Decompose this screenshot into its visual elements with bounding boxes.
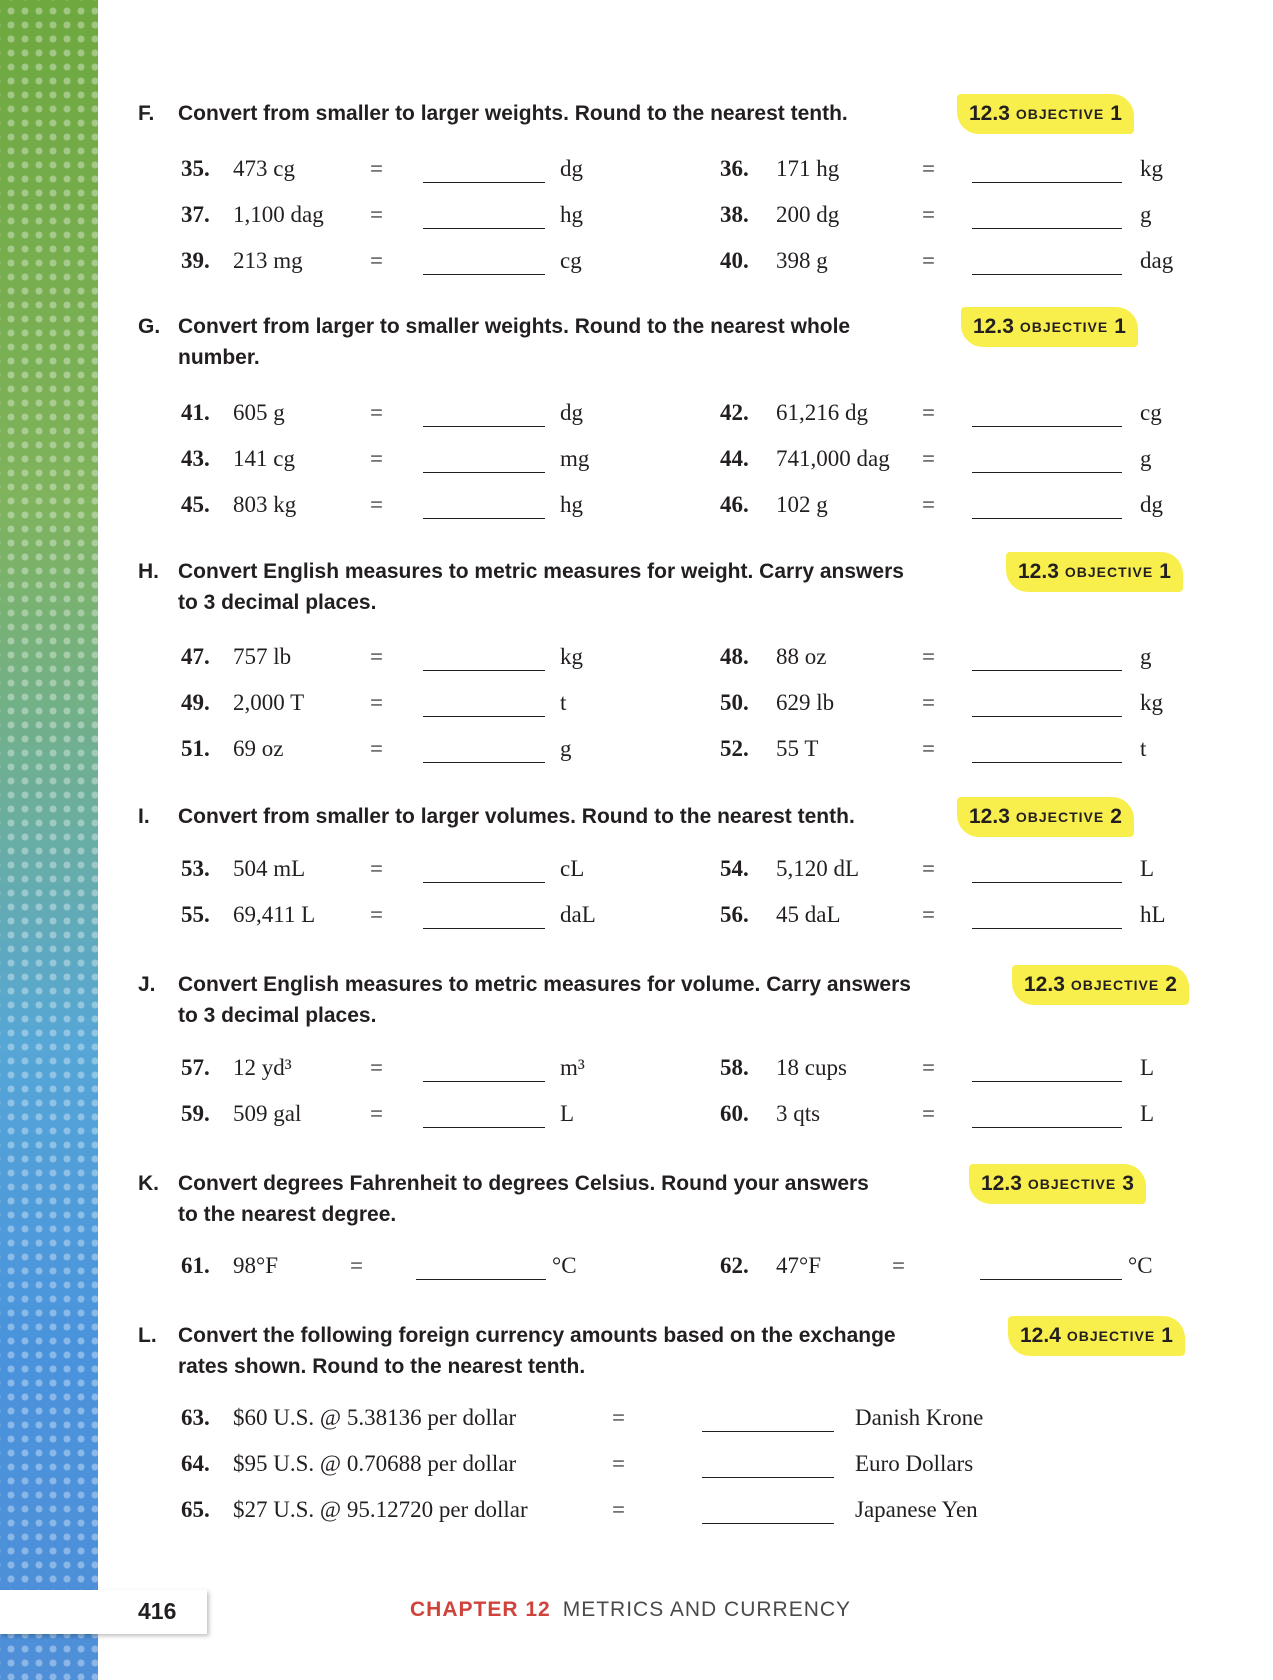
problem-64: 64. bbox=[181, 1451, 210, 1476]
problem-value: 509 gal bbox=[233, 1101, 302, 1126]
problem-50: 50. bbox=[720, 690, 749, 715]
problem-40: 40. bbox=[720, 248, 749, 273]
problem-value: 1,100 dag bbox=[233, 202, 324, 227]
section-letter: H. bbox=[138, 560, 159, 583]
answer-blank[interactable] bbox=[423, 228, 545, 229]
chapter-title: METRICS AND CURRENCY bbox=[562, 1598, 852, 1621]
problem-value: 45 daL bbox=[776, 902, 841, 927]
equals-sign: = bbox=[370, 492, 383, 517]
answer-blank[interactable] bbox=[972, 182, 1122, 183]
answer-blank[interactable] bbox=[980, 1279, 1122, 1280]
unit-label: cL bbox=[560, 856, 585, 881]
unit-label: hg bbox=[560, 202, 583, 227]
problem-value: 200 dg bbox=[776, 202, 840, 227]
unit-label: g bbox=[560, 736, 572, 761]
equals-sign: = bbox=[612, 1451, 625, 1476]
problem-58: 58. bbox=[720, 1055, 749, 1080]
problem-value: 213 mg bbox=[233, 248, 303, 273]
objective-badge: 12.3 OBJECTIVE 2 bbox=[1012, 965, 1189, 1005]
problem-value: 629 lb bbox=[776, 690, 835, 715]
answer-blank[interactable] bbox=[702, 1477, 834, 1478]
unit-label: g bbox=[1140, 644, 1152, 669]
problem-value: 803 kg bbox=[233, 492, 297, 517]
decorative-sidebar bbox=[0, 0, 98, 1680]
section-instruction-line2: to the nearest degree. bbox=[178, 1203, 397, 1226]
equals-sign: = bbox=[370, 1101, 383, 1126]
equals-sign: = bbox=[350, 1253, 363, 1278]
problem-value: 473 cg bbox=[233, 156, 295, 181]
equals-sign: = bbox=[922, 446, 935, 471]
equals-sign: = bbox=[370, 1055, 383, 1080]
unit-label: dg bbox=[560, 400, 583, 425]
answer-blank[interactable] bbox=[972, 716, 1122, 717]
problem-value: 398 g bbox=[776, 248, 828, 273]
answer-blank[interactable] bbox=[423, 882, 545, 883]
answer-blank[interactable] bbox=[423, 426, 545, 427]
section-instruction: Convert from smaller to larger volumes. Round to the nearest tenth. bbox=[178, 805, 855, 828]
answer-blank[interactable] bbox=[423, 1081, 545, 1082]
problem-60: 60. bbox=[720, 1101, 749, 1126]
problem-value: 171 hg bbox=[776, 156, 840, 181]
equals-sign: = bbox=[370, 156, 383, 181]
objective-badge: 12.3 OBJECTIVE 3 bbox=[969, 1164, 1146, 1204]
answer-blank[interactable] bbox=[423, 670, 545, 671]
problem-value: 141 cg bbox=[233, 446, 295, 471]
objective-badge: 12.3 OBJECTIVE 1 bbox=[1006, 552, 1183, 592]
problem-54: 54. bbox=[720, 856, 749, 881]
problem-value: 3 qts bbox=[776, 1101, 821, 1126]
problem-45: 45. bbox=[181, 492, 210, 517]
section-instruction: Convert English measures to metric measures for weight. Carry answers bbox=[178, 560, 904, 583]
problem-55: 55. bbox=[181, 902, 210, 927]
unit-label: Euro Dollars bbox=[855, 1451, 974, 1476]
equals-sign: = bbox=[612, 1405, 625, 1430]
equals-sign: = bbox=[370, 248, 383, 273]
answer-blank[interactable] bbox=[972, 228, 1122, 229]
unit-label: L bbox=[1140, 1055, 1155, 1080]
equals-sign: = bbox=[922, 156, 935, 181]
objective-badge: 12.3 OBJECTIVE 1 bbox=[961, 307, 1138, 347]
answer-blank[interactable] bbox=[972, 472, 1122, 473]
problem-value: 47°F bbox=[776, 1253, 821, 1278]
problem-value: 741,000 dag bbox=[776, 446, 890, 471]
unit-label: Danish Krone bbox=[855, 1405, 984, 1430]
unit-label: g bbox=[1140, 202, 1152, 227]
section-instruction: Convert degrees Fahrenheit to degrees Celsius. Round your answers bbox=[178, 1172, 869, 1195]
chapter-label: CHAPTER 12 bbox=[410, 1598, 551, 1621]
objective-badge: 12.4 OBJECTIVE 1 bbox=[1008, 1316, 1185, 1356]
equals-sign: = bbox=[922, 856, 935, 881]
problem-36: 36. bbox=[720, 156, 749, 181]
chapter-footer bbox=[410, 1598, 851, 1622]
equals-sign: = bbox=[370, 644, 383, 669]
equals-sign: = bbox=[370, 690, 383, 715]
problem-value: 504 mL bbox=[233, 856, 306, 881]
equals-sign: = bbox=[922, 902, 935, 927]
section-letter: I. bbox=[138, 805, 150, 828]
page-number-tab bbox=[0, 1590, 207, 1634]
answer-blank[interactable] bbox=[423, 274, 545, 275]
answer-blank[interactable] bbox=[702, 1431, 834, 1432]
equals-sign: = bbox=[370, 856, 383, 881]
unit-label: mg bbox=[560, 446, 590, 471]
answer-blank[interactable] bbox=[972, 274, 1122, 275]
section-instruction: Convert English measures to metric measures for volume. Carry answers bbox=[178, 973, 911, 996]
problem-value: $60 U.S. @ 5.38136 per dollar bbox=[233, 1405, 517, 1430]
unit-label: kg bbox=[1140, 156, 1163, 181]
unit-label: Japanese Yen bbox=[855, 1497, 978, 1522]
answer-blank[interactable] bbox=[702, 1523, 834, 1524]
section-letter: L. bbox=[138, 1324, 157, 1347]
equals-sign: = bbox=[370, 202, 383, 227]
problem-63: 63. bbox=[181, 1405, 210, 1430]
problem-51: 51. bbox=[181, 736, 210, 761]
answer-blank[interactable] bbox=[972, 762, 1122, 763]
section-letter: F. bbox=[138, 102, 155, 125]
problem-38: 38. bbox=[720, 202, 749, 227]
equals-sign: = bbox=[922, 202, 935, 227]
problem-value: 12 yd³ bbox=[233, 1055, 292, 1080]
equals-sign: = bbox=[922, 1055, 935, 1080]
problem-57: 57. bbox=[181, 1055, 210, 1080]
problem-value: 18 cups bbox=[776, 1055, 847, 1080]
problem-47: 47. bbox=[181, 644, 210, 669]
equals-sign: = bbox=[922, 690, 935, 715]
answer-blank[interactable] bbox=[972, 1081, 1122, 1082]
section-letter: K. bbox=[138, 1172, 159, 1195]
answer-blank[interactable] bbox=[423, 716, 545, 717]
objective-badge: 12.3 OBJECTIVE 1 bbox=[957, 94, 1134, 134]
equals-sign: = bbox=[922, 492, 935, 517]
section-instruction-line2: number. bbox=[178, 346, 260, 369]
answer-blank[interactable] bbox=[972, 1127, 1122, 1128]
unit-label: t bbox=[560, 690, 567, 715]
unit-label: °C bbox=[552, 1253, 577, 1278]
unit-label: L bbox=[560, 1101, 575, 1126]
problem-59: 59. bbox=[181, 1101, 210, 1126]
problem-value: 5,120 dL bbox=[776, 856, 860, 881]
problem-46: 46. bbox=[720, 492, 749, 517]
answer-blank[interactable] bbox=[972, 518, 1122, 519]
problem-value: 2,000 T bbox=[233, 690, 305, 715]
equals-sign: = bbox=[922, 1101, 935, 1126]
equals-sign: = bbox=[370, 400, 383, 425]
answer-blank[interactable] bbox=[423, 762, 545, 763]
unit-label: g bbox=[1140, 446, 1152, 471]
problem-value: 757 lb bbox=[233, 644, 292, 669]
problem-37: 37. bbox=[181, 202, 210, 227]
equals-sign: = bbox=[922, 644, 935, 669]
problem-48: 48. bbox=[720, 644, 749, 669]
equals-sign: = bbox=[370, 902, 383, 927]
problem-value: 102 g bbox=[776, 492, 828, 517]
answer-blank[interactable] bbox=[972, 426, 1122, 427]
answer-blank[interactable] bbox=[423, 472, 545, 473]
unit-label: dg bbox=[560, 156, 583, 181]
unit-label: hg bbox=[560, 492, 583, 517]
equals-sign: = bbox=[892, 1253, 905, 1278]
problem-value: 69 oz bbox=[233, 736, 284, 761]
page-number: 416 bbox=[138, 1598, 177, 1624]
problem-value: 55 T bbox=[776, 736, 819, 761]
unit-label: t bbox=[1140, 736, 1147, 761]
problem-43: 43. bbox=[181, 446, 210, 471]
problem-61: 61. bbox=[181, 1253, 210, 1278]
objective-badge: 12.3 OBJECTIVE 2 bbox=[957, 797, 1134, 837]
unit-label: hL bbox=[1140, 902, 1166, 927]
section-letter: J. bbox=[138, 973, 156, 996]
problem-52: 52. bbox=[720, 736, 749, 761]
answer-blank[interactable] bbox=[972, 882, 1122, 883]
unit-label: L bbox=[1140, 856, 1155, 881]
problem-value: 605 g bbox=[233, 400, 285, 425]
equals-sign: = bbox=[922, 248, 935, 273]
unit-label: kg bbox=[1140, 690, 1163, 715]
unit-label: L bbox=[1140, 1101, 1155, 1126]
unit-label: °C bbox=[1128, 1253, 1153, 1278]
problem-value: 69,411 L bbox=[233, 902, 316, 927]
equals-sign: = bbox=[922, 736, 935, 761]
section-instruction: Convert from larger to smaller weights. Round to the nearest whole bbox=[178, 315, 851, 338]
problem-41: 41. bbox=[181, 400, 210, 425]
answer-blank[interactable] bbox=[416, 1279, 546, 1280]
problem-value: $27 U.S. @ 95.12720 per dollar bbox=[233, 1497, 528, 1522]
unit-label: dg bbox=[1140, 492, 1163, 517]
problem-39: 39. bbox=[181, 248, 210, 273]
problem-44: 44. bbox=[720, 446, 749, 471]
unit-label: dag bbox=[1140, 248, 1174, 273]
answer-blank[interactable] bbox=[423, 182, 545, 183]
problem-53: 53. bbox=[181, 856, 210, 881]
problem-56: 56. bbox=[720, 902, 749, 927]
problem-42: 42. bbox=[720, 400, 749, 425]
unit-label: m³ bbox=[560, 1055, 585, 1080]
equals-sign: = bbox=[370, 736, 383, 761]
section-instruction-line2: rates shown. Round to the nearest tenth. bbox=[178, 1355, 586, 1378]
section-instruction: Convert from smaller to larger weights. Round to the nearest tenth. bbox=[178, 102, 848, 125]
section-letter: G. bbox=[138, 315, 161, 338]
answer-blank[interactable] bbox=[972, 670, 1122, 671]
section-instruction-line2: to 3 decimal places. bbox=[178, 591, 377, 614]
answer-blank[interactable] bbox=[423, 1127, 545, 1128]
problem-value: 61,216 dg bbox=[776, 400, 868, 425]
unit-label: daL bbox=[560, 902, 596, 927]
answer-blank[interactable] bbox=[423, 928, 545, 929]
unit-label: kg bbox=[560, 644, 583, 669]
problem-value: 98°F bbox=[233, 1253, 278, 1278]
unit-label: cg bbox=[560, 248, 582, 273]
problem-65: 65. bbox=[181, 1497, 210, 1522]
section-instruction: Convert the following foreign currency amounts based on the exchange bbox=[178, 1324, 896, 1347]
unit-label: cg bbox=[1140, 400, 1162, 425]
problem-62: 62. bbox=[720, 1253, 749, 1278]
problem-value: 88 oz bbox=[776, 644, 827, 669]
equals-sign: = bbox=[922, 400, 935, 425]
problem-value: $95 U.S. @ 0.70688 per dollar bbox=[233, 1451, 517, 1476]
section-instruction-line2: to 3 decimal places. bbox=[178, 1004, 377, 1027]
answer-blank[interactable] bbox=[972, 928, 1122, 929]
equals-sign: = bbox=[612, 1497, 625, 1522]
problem-49: 49. bbox=[181, 690, 210, 715]
problem-35: 35. bbox=[181, 156, 210, 181]
equals-sign: = bbox=[370, 446, 383, 471]
answer-blank[interactable] bbox=[423, 518, 545, 519]
